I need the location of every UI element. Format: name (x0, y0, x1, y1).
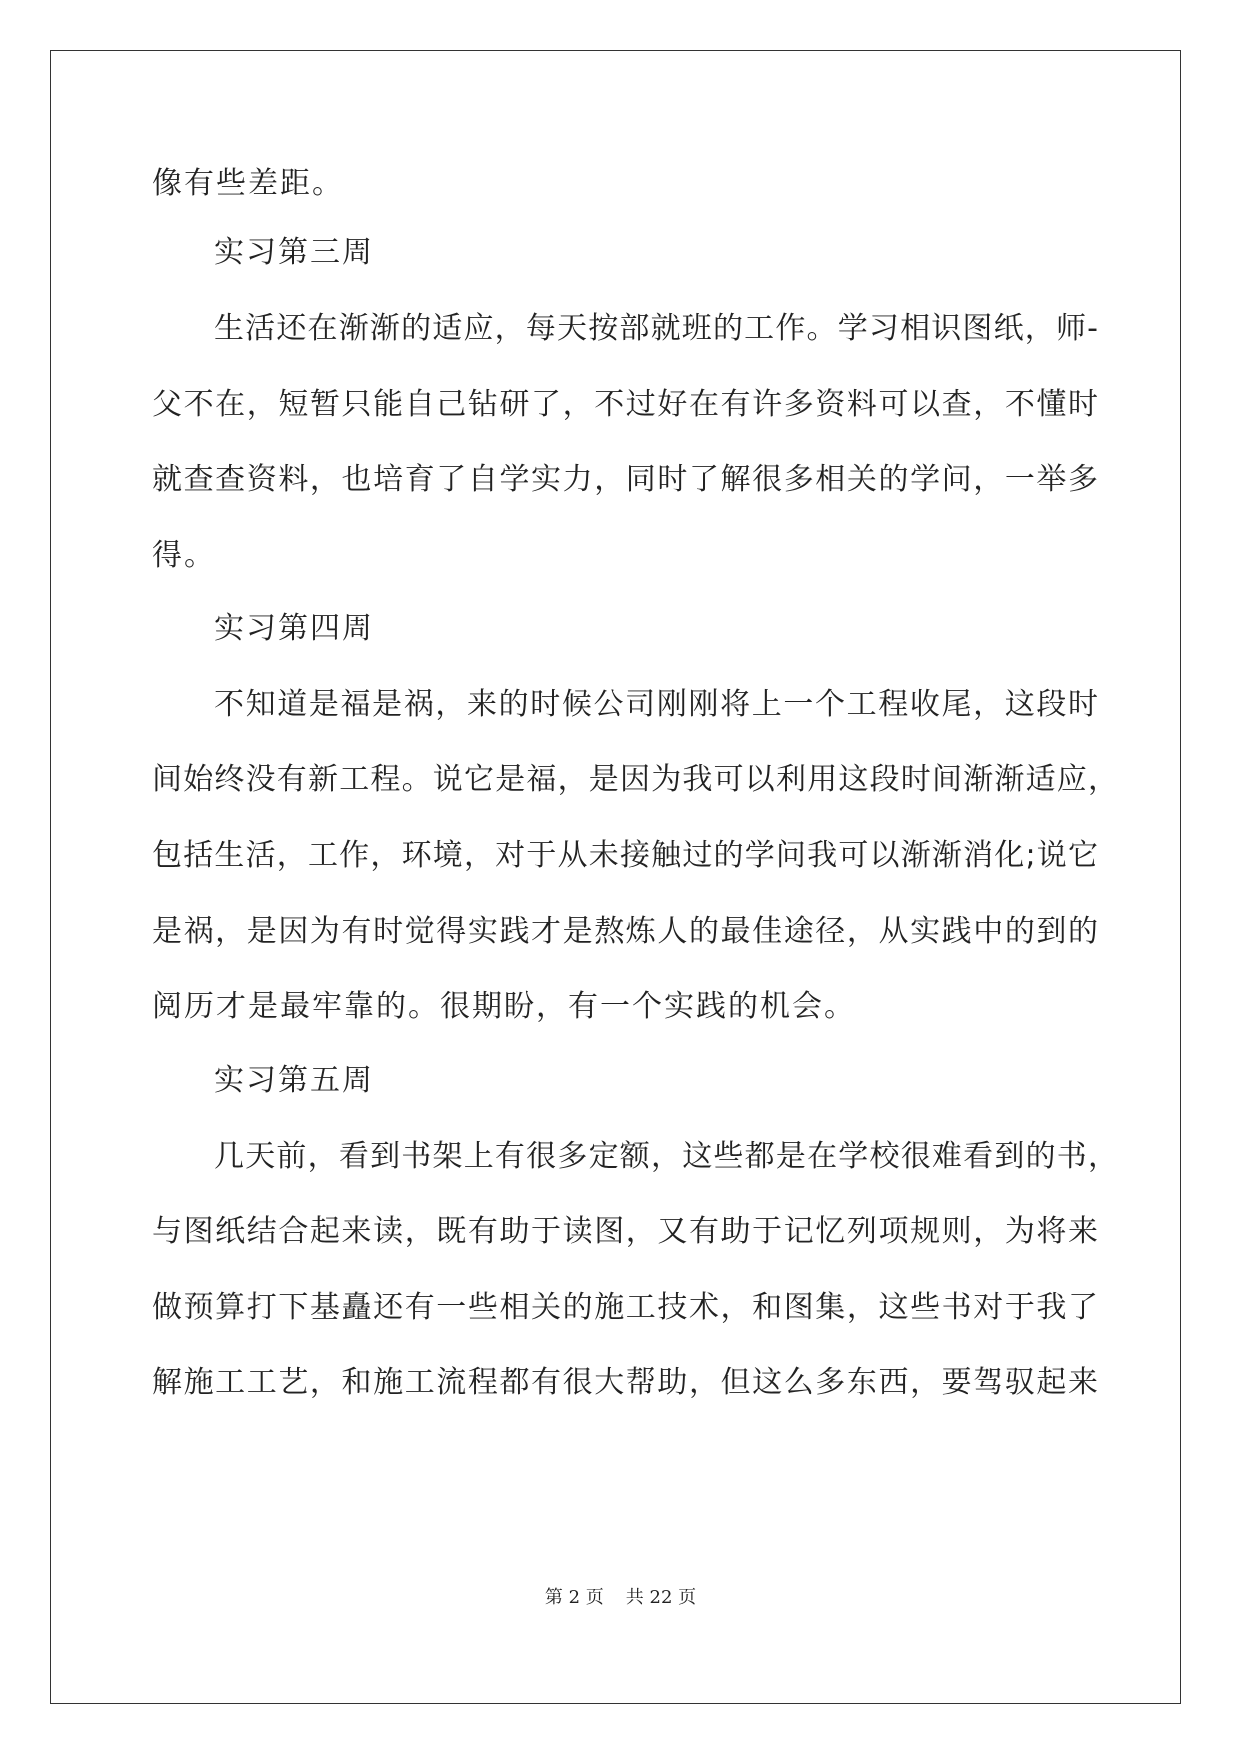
text-line: 父不在，短暂只能自己钻研了，不过好在有许多资料可以查，不懂时 (152, 387, 1098, 422)
text-line: 是祸，是因为有时觉得实践才是熬炼人的最佳途径，从实践中的到的 (152, 914, 1098, 949)
text-line: 解施工工艺，和施工流程都有很大帮助，但这么多东西，要驾驭起来 (152, 1365, 1098, 1400)
text-line: 得。 (152, 538, 216, 573)
text-line: 包括生活，工作，环境，对于从未接触过的学问我可以渐渐消化;说它 (152, 838, 1098, 873)
text-line: 阅历才是最牢靠的。很期盼，有一个实践的机会。 (152, 989, 856, 1024)
text-line: 与图纸结合起来读，既有助于读图，又有助于记忆列项规则，为将来 (152, 1214, 1098, 1249)
page-footer (0, 1586, 1241, 1610)
text-line: 几天前，看到书架上有很多定额，这些都是在学校很难看到的书， (214, 1139, 1118, 1174)
section-heading-week-3: 实习第三周 (214, 235, 374, 270)
text-line: 像有些差距。 (152, 166, 344, 201)
page-number: 第 2 页 (544, 1587, 604, 1608)
text-line: 就查查资料，也培育了自学实力，同时了解很多相关的学问，一举多 (152, 462, 1098, 497)
page-border (50, 50, 1181, 1704)
section-heading-week-5: 实习第五周 (214, 1063, 374, 1098)
section-heading-week-4: 实习第四周 (214, 611, 374, 646)
text-line: 生活还在渐渐的适应，每天按部就班的工作。学习相识图纸，师- (214, 311, 1098, 346)
page-total: 共 22 页 (625, 1587, 697, 1608)
text-line: 不知道是福是祸，来的时候公司刚刚将上一个工程收尾，这段时 (214, 687, 1098, 722)
text-line: 间始终没有新工程。说它是福，是因为我可以利用这段时间渐渐适应， (152, 762, 1118, 797)
text-line: 做预算打下基矗还有一些相关的施工技术，和图集，这些书对于我了 (152, 1290, 1098, 1325)
